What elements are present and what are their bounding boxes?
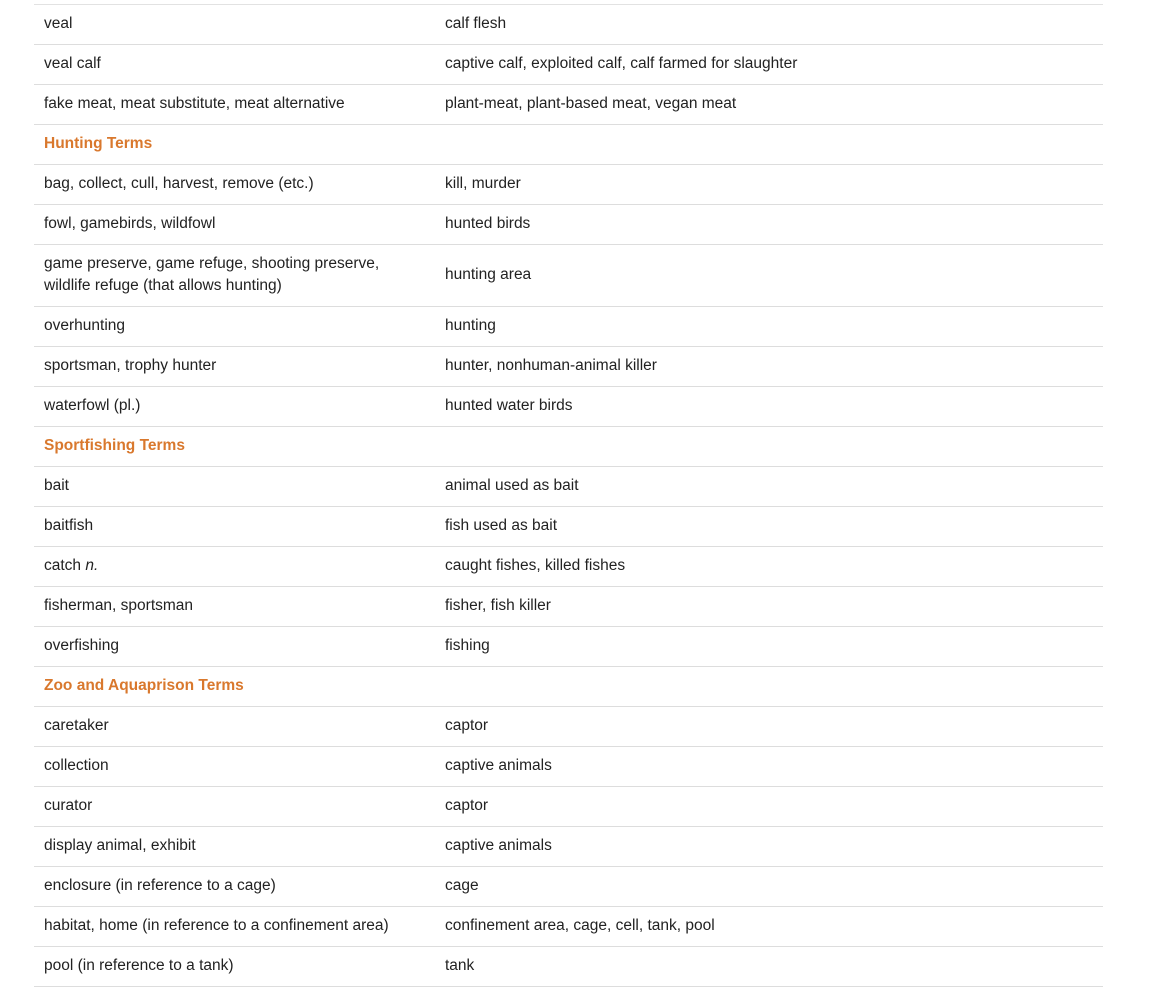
table-row [34,707,1103,747]
part-of-speech-label: n. [85,557,99,574]
alternative-cell: hunting area [435,245,1103,307]
term-cell: caretaker [34,707,435,747]
term-cell: collection [34,747,435,787]
alternative-cell: captive animals [435,747,1103,787]
table-row [34,245,1103,307]
table-row [34,205,1103,245]
table-row [34,947,1103,987]
section-heading-row [34,427,1103,467]
table-row [34,507,1103,547]
term-cell: game preserve, game refuge, shooting preserve, wildlife refuge (that allows hunting) [34,245,435,307]
table-row [34,165,1103,205]
table-row [34,307,1103,347]
table-row [34,587,1103,627]
terms-table [34,4,1103,987]
term-cell: display animal, exhibit [34,827,435,867]
table-row [34,467,1103,507]
empty-cell [435,427,1103,467]
table-row [34,85,1103,125]
alternative-cell: confinement area, cage, cell, tank, pool [435,907,1103,947]
term-cell: enclosure (in reference to a cage) [34,867,435,907]
term-cell: overfishing [34,627,435,667]
alternative-cell: hunted water birds [435,387,1103,427]
section-heading-row [34,125,1103,165]
term-cell: pool (in reference to a tank) [34,947,435,987]
table-row [34,547,1103,587]
alternative-cell: hunted birds [435,205,1103,245]
term-cell: fisherman, sportsman [34,587,435,627]
section-heading-hunting: Hunting Terms [34,125,435,165]
terms-table-body [34,5,1103,987]
alternative-cell: hunter, nonhuman-animal killer [435,347,1103,387]
table-row [34,387,1103,427]
term-cell: veal calf [34,45,435,85]
term-cell: bag, collect, cull, harvest, remove (etc.) [34,165,435,205]
term-cell: bait [34,467,435,507]
term-text: catch [44,557,82,574]
alternative-cell: hunting [435,307,1103,347]
term-cell [34,547,435,587]
table-row [34,827,1103,867]
term-cell: sportsman, trophy hunter [34,347,435,387]
alternative-cell: captor [435,707,1103,747]
term-cell: fowl, gamebirds, wildfowl [34,205,435,245]
section-heading-zoo-aquaprison: Zoo and Aquaprison Terms [34,667,435,707]
table-row [34,45,1103,85]
term-cell: waterfowl (pl.) [34,387,435,427]
alternative-cell: calf flesh [435,5,1103,45]
alternative-cell: fisher, fish killer [435,587,1103,627]
alternative-cell: plant-meat, plant-based meat, vegan meat [435,85,1103,125]
alternative-cell: fishing [435,627,1103,667]
alternative-cell: kill, murder [435,165,1103,205]
term-cell: veal [34,5,435,45]
empty-cell [435,125,1103,165]
table-row [34,627,1103,667]
table-row [34,867,1103,907]
section-heading-row [34,667,1103,707]
table-row [34,907,1103,947]
alternative-cell: captive animals [435,827,1103,867]
alternative-cell: tank [435,947,1103,987]
table-row [34,747,1103,787]
term-cell: curator [34,787,435,827]
term-cell: habitat, home (in reference to a confinement area) [34,907,435,947]
table-row [34,787,1103,827]
table-row [34,347,1103,387]
empty-cell [435,667,1103,707]
section-heading-sportfishing: Sportfishing Terms [34,427,435,467]
alternative-cell: cage [435,867,1103,907]
alternative-cell: captor [435,787,1103,827]
alternative-cell: fish used as bait [435,507,1103,547]
alternative-cell: caught fishes, killed fishes [435,547,1103,587]
term-cell: overhunting [34,307,435,347]
term-cell: baitfish [34,507,435,547]
term-cell: fake meat, meat substitute, meat alternative [34,85,435,125]
alternative-cell: animal used as bait [435,467,1103,507]
alternative-cell: captive calf, exploited calf, calf farmed for slaughter [435,45,1103,85]
table-row [34,5,1103,45]
